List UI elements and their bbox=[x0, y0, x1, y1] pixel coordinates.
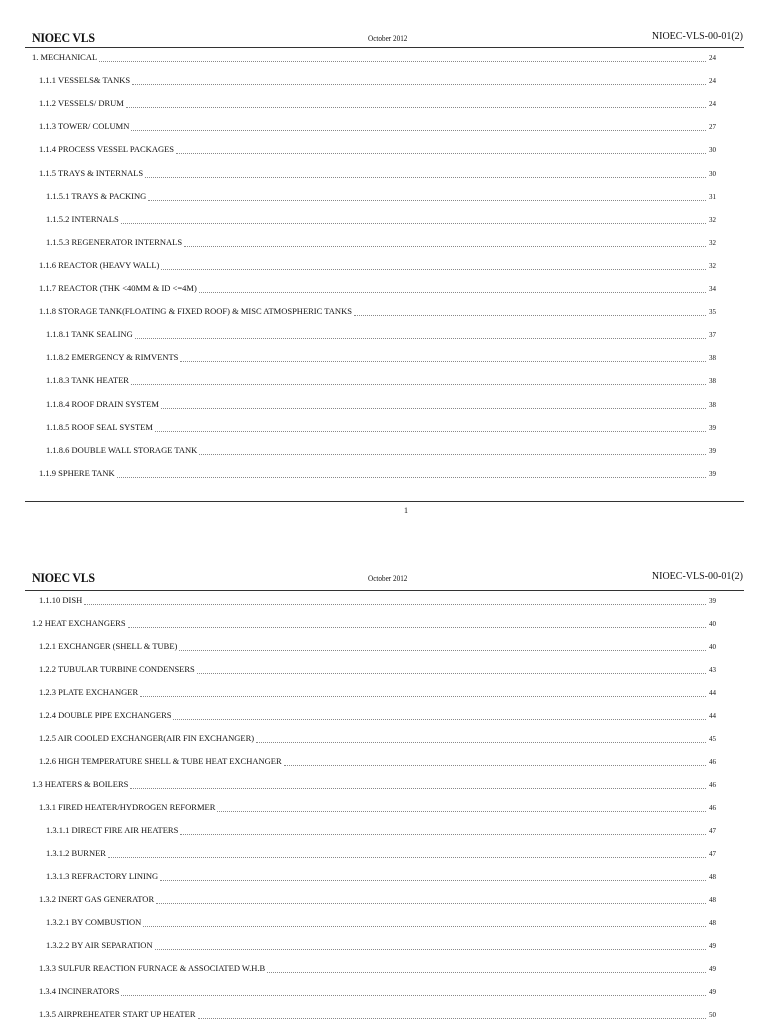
toc-entry-page: 45 bbox=[709, 735, 716, 743]
toc-entry-page: 38 bbox=[709, 354, 716, 363]
toc-entry-label: 1.3.3 SULFUR REACTION FURNACE & ASSOCIATED W.H.B bbox=[39, 963, 266, 973]
toc-entry-page: 38 bbox=[709, 377, 716, 386]
toc-entry-label: 1.1.6 REACTOR (HEAVY WALL) bbox=[39, 259, 160, 270]
toc-entry-page: 40 bbox=[709, 643, 716, 651]
toc-entry-page: 37 bbox=[709, 331, 716, 340]
toc-entry[interactable] bbox=[0, 260, 768, 274]
toc-dot-leader bbox=[179, 650, 706, 651]
toc-entry[interactable] bbox=[0, 894, 768, 908]
toc-entry-page: 30 bbox=[709, 146, 716, 155]
toc-entry-label: 1.3.2 INERT GAS GENERATOR bbox=[39, 894, 155, 904]
header-doc-number: NIOEC-VLS-00-01(2) bbox=[651, 571, 743, 582]
toc-entry[interactable] bbox=[0, 75, 768, 89]
toc-entry[interactable] bbox=[0, 664, 768, 678]
toc-dot-leader bbox=[184, 246, 706, 247]
toc-entry-label: 1.3.4 INCINERATORS bbox=[39, 986, 120, 996]
toc-entry[interactable] bbox=[0, 825, 768, 839]
toc-dot-leader bbox=[284, 765, 706, 766]
toc-entry[interactable] bbox=[0, 445, 768, 459]
toc-entry[interactable] bbox=[0, 779, 768, 793]
toc-entry[interactable] bbox=[0, 52, 768, 66]
toc-dot-leader bbox=[108, 857, 706, 858]
toc-entry-label: 1.1.2 VESSELS/ DRUM bbox=[39, 98, 124, 109]
toc-dot-leader bbox=[99, 61, 706, 62]
toc-entry-page: 43 bbox=[709, 666, 716, 674]
toc-dot-leader bbox=[130, 788, 706, 789]
toc-entry-label: 1.1.8.6 DOUBLE WALL STORAGE TANK bbox=[46, 444, 198, 455]
toc-dot-leader bbox=[156, 903, 706, 904]
toc-entry-label: 1. MECHANICAL bbox=[32, 52, 98, 62]
header-date: October 2012 bbox=[368, 574, 408, 583]
toc-entry-page: 48 bbox=[709, 919, 716, 927]
toc-entry-page: 49 bbox=[709, 988, 716, 996]
toc-dot-leader bbox=[180, 834, 706, 835]
toc-entry-page: 31 bbox=[709, 192, 716, 201]
toc-entry-page: 39 bbox=[709, 597, 716, 605]
toc-entry-page: 32 bbox=[709, 261, 716, 270]
toc-dot-leader bbox=[180, 361, 706, 362]
toc-entry[interactable] bbox=[0, 283, 768, 297]
toc-entry-page: 39 bbox=[709, 469, 716, 478]
toc-dot-leader bbox=[197, 673, 706, 674]
document-page-2 bbox=[0, 540, 768, 1024]
toc-entry[interactable] bbox=[0, 306, 768, 320]
toc-entry-page: 24 bbox=[709, 54, 716, 62]
toc-entry-label: 1.3.5 AIRPREHEATER START UP HEATER bbox=[39, 1009, 196, 1019]
toc-dot-leader bbox=[135, 338, 706, 339]
toc-dot-leader bbox=[155, 949, 706, 950]
toc-dot-leader bbox=[131, 130, 706, 131]
toc-entry[interactable] bbox=[0, 468, 768, 482]
footer-rule bbox=[25, 501, 744, 502]
toc-dot-leader bbox=[160, 880, 706, 881]
toc-entry-page: 24 bbox=[709, 77, 716, 86]
toc-entry-page: 38 bbox=[709, 400, 716, 409]
toc-entry-page: 30 bbox=[709, 169, 716, 178]
toc-dot-leader bbox=[217, 811, 706, 812]
toc-entry-label: 1.1.4 PROCESS VESSEL PACKAGES bbox=[39, 144, 175, 155]
toc-dot-leader bbox=[161, 408, 706, 409]
toc-entry-page: 46 bbox=[709, 804, 716, 812]
toc-entry-label: 1.1.8 STORAGE TANK(FLOATING & FIXED ROOF) & MISC ATMOSPHERIC TANKS bbox=[39, 306, 352, 317]
page-number: 1 bbox=[404, 506, 408, 515]
toc-entry-label: 1.1.8.1 TANK SEALING bbox=[46, 329, 133, 340]
toc-dot-leader bbox=[128, 627, 706, 628]
toc-entry[interactable] bbox=[0, 121, 768, 135]
toc-dot-leader bbox=[148, 200, 706, 201]
toc-entry-label: 1.1.8.2 EMERGENCY & RIMVENTS bbox=[46, 352, 179, 363]
toc-dot-leader bbox=[199, 292, 706, 293]
toc-entry[interactable] bbox=[0, 168, 768, 182]
header-rule bbox=[25, 47, 744, 48]
toc-dot-leader bbox=[256, 742, 706, 743]
toc-entry-label: 1.1.7 REACTOR (THK <40MM & ID <=4M) bbox=[39, 283, 197, 293]
toc-entry-label: 1.2.1 EXCHANGER (SHELL & TUBE) bbox=[39, 641, 178, 651]
toc-entry-page: 47 bbox=[709, 850, 716, 858]
toc-entry-label: 1.2.6 HIGH TEMPERATURE SHELL & TUBE HEAT EXCHANGER bbox=[39, 756, 282, 766]
toc-dot-leader bbox=[131, 384, 706, 385]
toc-entry-page: 50 bbox=[709, 1011, 716, 1019]
toc-dot-leader bbox=[173, 719, 706, 720]
toc-entry-label: 1.1.8.5 ROOF SEAL SYSTEM bbox=[46, 421, 153, 432]
toc-entry-page: 49 bbox=[709, 942, 716, 950]
toc-entry-label: 1.2.4 DOUBLE PIPE EXCHANGERS bbox=[39, 710, 172, 720]
toc-entry[interactable] bbox=[0, 940, 768, 954]
toc-dot-leader bbox=[143, 926, 706, 927]
toc-entry-page: 49 bbox=[709, 965, 716, 973]
toc-entry-page: 44 bbox=[709, 712, 716, 720]
toc-entry-label: 1.3.2.2 BY AIR SEPARATION bbox=[46, 940, 153, 950]
toc-entry[interactable] bbox=[0, 375, 768, 389]
toc-entry-label: 1.3.1 FIRED HEATER/HYDROGEN REFORMER bbox=[39, 802, 216, 812]
toc-entry-label: 1.1.3 TOWER/ COLUMN bbox=[39, 121, 130, 132]
toc-entry-page: 32 bbox=[709, 238, 716, 247]
toc-dot-leader bbox=[199, 454, 706, 455]
toc-entry-label: 1.1.8.4 ROOF DRAIN SYSTEM bbox=[46, 398, 159, 409]
toc-entry-label: 1.1.5 TRAYS & INTERNALS bbox=[39, 167, 144, 178]
toc-entry-label: 1.2.3 PLATE EXCHANGER bbox=[39, 687, 139, 697]
toc-entry[interactable] bbox=[0, 618, 768, 632]
toc-entry[interactable] bbox=[0, 1009, 768, 1023]
toc-entry-label: 1.1.5.1 TRAYS & PACKING bbox=[46, 190, 147, 201]
toc-dot-leader bbox=[176, 153, 706, 154]
toc-entry-label: 1.1.9 SPHERE TANK bbox=[39, 467, 115, 478]
toc-entry-label: 1.1.8.3 TANK HEATER bbox=[46, 375, 129, 386]
toc-entry-label: 1.2 HEAT EXCHANGERS bbox=[32, 618, 126, 628]
toc-dot-leader bbox=[140, 696, 706, 697]
toc-entry-page: 34 bbox=[709, 285, 716, 293]
toc-entry[interactable] bbox=[0, 329, 768, 343]
toc-entry[interactable] bbox=[0, 917, 768, 931]
header-date: October 2012 bbox=[368, 34, 408, 43]
toc-entry-label: 1.1.10 DISH bbox=[39, 595, 83, 605]
toc-entry-page: 24 bbox=[709, 100, 716, 109]
toc-dot-leader bbox=[121, 995, 706, 996]
toc-entry[interactable] bbox=[0, 756, 768, 770]
toc-entry-page: 39 bbox=[709, 423, 716, 432]
toc-entry-label: 1.1.5.3 REGENERATOR INTERNALS bbox=[46, 236, 183, 247]
company-logo: NIOEC VLS bbox=[32, 30, 95, 45]
toc-entry[interactable] bbox=[0, 595, 768, 609]
toc-entry-page: 39 bbox=[709, 446, 716, 455]
header-doc-number: NIOEC-VLS-00-01(2) bbox=[651, 31, 743, 42]
toc-dot-leader bbox=[155, 431, 706, 432]
toc-entry[interactable] bbox=[0, 144, 768, 158]
toc-dot-leader bbox=[145, 177, 706, 178]
toc-entry[interactable] bbox=[0, 98, 768, 112]
toc-dot-leader bbox=[84, 604, 706, 605]
toc-entry-label: 1.3 HEATERS & BOILERS bbox=[32, 779, 129, 789]
toc-entry[interactable] bbox=[0, 687, 768, 701]
toc-entry-label: 1.1.5.2 INTERNALS bbox=[46, 213, 119, 224]
toc-entry-page: 48 bbox=[709, 873, 716, 881]
toc-entry[interactable] bbox=[0, 848, 768, 862]
toc-dot-leader bbox=[117, 477, 706, 478]
toc-entry-label: 1.2.5 AIR COOLED EXCHANGER(AIR FIN EXCHANGER) bbox=[39, 733, 255, 743]
toc-entry[interactable] bbox=[0, 237, 768, 251]
company-logo: NIOEC VLS bbox=[32, 570, 95, 585]
toc-entry[interactable] bbox=[0, 802, 768, 816]
toc-dot-leader bbox=[121, 223, 706, 224]
toc-dot-leader bbox=[354, 315, 706, 316]
toc-dot-leader bbox=[132, 84, 706, 85]
toc-entry-label: 1.2.2 TUBULAR TURBINE CONDENSERS bbox=[39, 664, 195, 674]
toc-entry-page: 46 bbox=[709, 781, 716, 789]
toc-entry-label: 1.1.1 VESSELS& TANKS bbox=[39, 75, 131, 86]
toc-entry-page: 48 bbox=[709, 896, 716, 904]
toc-entry[interactable] bbox=[0, 733, 768, 747]
toc-entry-label: 1.3.1.3 REFRACTORY LINING bbox=[46, 871, 159, 881]
toc-entry-page: 40 bbox=[709, 620, 716, 628]
toc-entry-page: 47 bbox=[709, 827, 716, 835]
toc-entry-label: 1.3.1.1 DIRECT FIRE AIR HEATERS bbox=[46, 825, 179, 835]
toc-entry[interactable] bbox=[0, 399, 768, 413]
toc-dot-leader bbox=[126, 107, 706, 108]
toc-dot-leader bbox=[161, 269, 706, 270]
toc-dot-leader bbox=[267, 972, 706, 973]
toc-entry[interactable] bbox=[0, 963, 768, 977]
toc-entry[interactable] bbox=[0, 710, 768, 724]
toc-entry-page: 35 bbox=[709, 308, 716, 317]
toc-entry-label: 1.3.2.1 BY COMBUSTION bbox=[46, 917, 142, 927]
toc-entry[interactable] bbox=[0, 986, 768, 1000]
toc-entry[interactable] bbox=[0, 641, 768, 655]
toc-entry-page: 46 bbox=[709, 758, 716, 766]
header-rule bbox=[25, 590, 744, 591]
toc-entry-label: 1.3.1.2 BURNER bbox=[46, 848, 106, 858]
toc-entry[interactable] bbox=[0, 422, 768, 436]
toc-entry[interactable] bbox=[0, 871, 768, 885]
toc-entry[interactable] bbox=[0, 214, 768, 228]
toc-dot-leader bbox=[198, 1018, 706, 1019]
toc-entry[interactable] bbox=[0, 352, 768, 366]
toc-entry[interactable] bbox=[0, 191, 768, 205]
toc-entry-page: 27 bbox=[709, 123, 716, 132]
toc-entry-page: 44 bbox=[709, 689, 716, 697]
toc-entry-page: 32 bbox=[709, 215, 716, 224]
